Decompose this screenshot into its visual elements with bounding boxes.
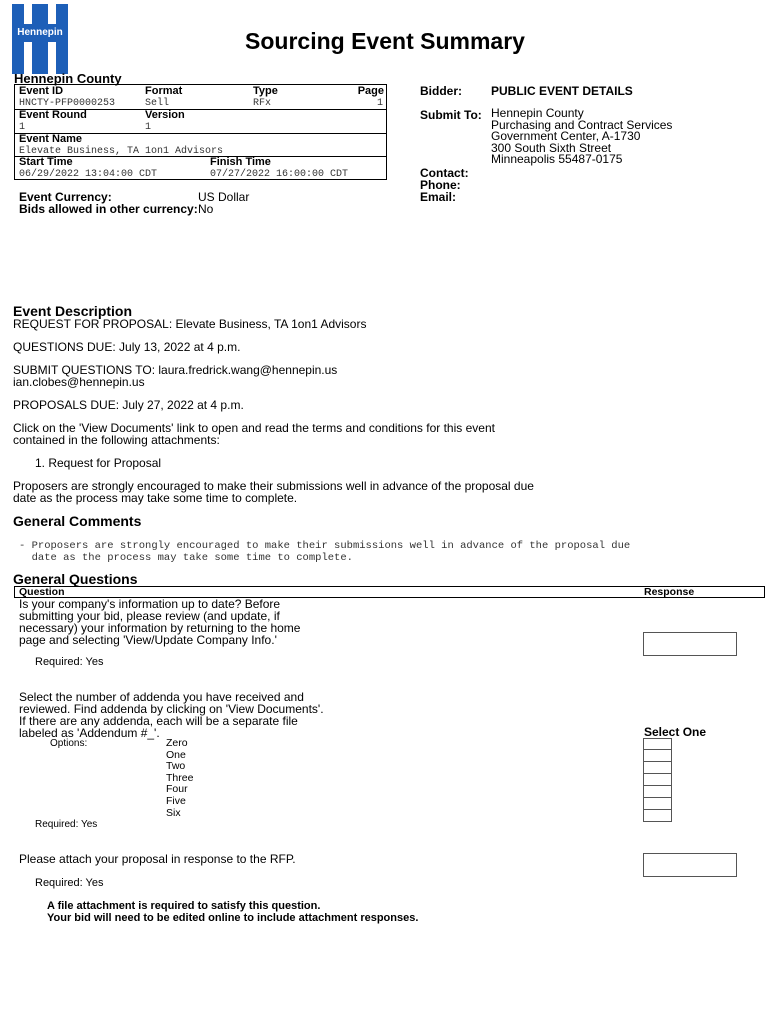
event-name-value: Elevate Business, TA 1on1 Advisors <box>19 146 224 157</box>
address-line: Government Center, A-1730 <box>491 129 641 143</box>
other-currency-value: No <box>198 202 214 216</box>
description-line: SUBMIT QUESTIONS TO: laura.fredrick.wang@hennepin.us <box>13 363 338 377</box>
page-title: Sourcing Event Summary <box>245 28 525 54</box>
version-value: 1 <box>145 122 152 133</box>
event-round-label: Event Round <box>19 109 87 121</box>
submit-to-label: Submit To: <box>420 108 482 122</box>
options-list <box>166 738 193 819</box>
question-3-required: Required: Yes <box>35 877 104 889</box>
start-time-value: 06/29/2022 13:04:00 CDT <box>19 169 158 180</box>
question-line: Select the number of addenda you have received and <box>19 690 304 704</box>
description-line: contained in the following attachments: <box>13 433 220 447</box>
description-line: Click on the 'View Documents' link to open and read the terms and conditions for this event <box>13 421 495 435</box>
address-line: Purchasing and Contract Services <box>491 117 673 132</box>
general-comments-heading: General Comments <box>13 513 142 529</box>
select-one-label: Select One <box>644 725 707 739</box>
option-label: Five <box>166 794 186 807</box>
options-label: Options: <box>50 738 88 749</box>
question-1-text <box>19 598 300 646</box>
event-name-label: Event Name <box>19 133 82 145</box>
start-time-label: Start Time <box>19 156 73 168</box>
question-3-response-input[interactable] <box>643 853 737 877</box>
option-label: One <box>166 748 186 761</box>
question-line: labeled as 'Addendum #_'. <box>19 726 160 740</box>
email-label: Email: <box>420 190 457 204</box>
response-column-header: Response <box>644 586 695 598</box>
attachment-note: A file attachment is required to satisfy this question. <box>47 900 321 912</box>
option-checkbox-zero[interactable] <box>643 738 672 750</box>
attachment-note: Your bid will need to be edited online to include attachment responses. <box>47 912 419 924</box>
question-2-text <box>19 691 324 739</box>
event-id-value: HNCTY-PFP0000253 <box>19 98 116 109</box>
event-description-heading: Event Description <box>13 303 133 319</box>
description-line: date as the process may take some time to complete. <box>13 491 298 505</box>
address-line: Hennepin County <box>491 106 584 120</box>
attachment-list-item: 1. Request for Proposal <box>35 456 162 470</box>
currency-label: Event Currency: <box>19 190 112 204</box>
option-label: Three <box>166 771 194 784</box>
options-checkbox-column <box>643 738 672 822</box>
comment-line: - Proposers are strongly encouraged to make their submissions well in advance of the proposal due <box>19 540 631 552</box>
option-checkbox-one[interactable] <box>643 750 672 762</box>
format-label: Format <box>145 85 183 97</box>
option-checkbox-five[interactable] <box>643 798 672 810</box>
contact-block <box>420 167 469 203</box>
option-label: Six <box>166 806 181 819</box>
submit-address <box>491 108 672 166</box>
phone-label: Phone: <box>420 178 461 192</box>
option-checkbox-three[interactable] <box>643 774 672 786</box>
type-value: RFx <box>253 98 272 109</box>
description-line: QUESTIONS DUE: July 13, 2022 at 4 p.m. <box>13 340 241 354</box>
format-value: Sell <box>145 98 170 109</box>
event-round-value: 1 <box>19 122 26 133</box>
logo-text: Hennepin <box>17 27 63 38</box>
address-line: Minneapolis 55487-0175 <box>491 152 623 166</box>
event-id-label: Event ID <box>19 85 64 97</box>
contact-label: Contact: <box>420 166 469 180</box>
question-3-text: Please attach your proposal in response to the RFP. <box>19 852 296 866</box>
question-2-required: Required: Yes <box>35 819 98 830</box>
general-questions-heading: General Questions <box>13 571 138 587</box>
bidder-label: Bidder: <box>420 84 462 98</box>
question-line: If there are any addenda, each will be a separate file <box>19 714 298 728</box>
finish-time-label: Finish Time <box>210 156 271 168</box>
organization-name: Hennepin County <box>14 71 122 86</box>
other-currency-label: Bids allowed in other currency: <box>19 202 198 216</box>
event-info-table <box>14 84 387 180</box>
question-1-response-input[interactable] <box>643 632 737 656</box>
question-line: submitting your bid, please review (and update, if <box>19 609 280 623</box>
question-line: necessary) your information by returning to the home <box>19 621 301 635</box>
version-label: Version <box>145 109 185 121</box>
bidder-value: PUBLIC EVENT DETAILS <box>491 84 633 98</box>
type-label: Type <box>253 85 278 97</box>
description-line: PROPOSALS DUE: July 27, 2022 at 4 p.m. <box>13 398 244 412</box>
page-label: Page <box>357 85 384 97</box>
address-line: 300 South Sixth Street <box>491 140 612 155</box>
option-checkbox-four[interactable] <box>643 786 672 798</box>
description-line: REQUEST FOR PROPOSAL: Elevate Business, TA 1on1 Advisors <box>13 317 367 331</box>
question-line: page and selecting 'View/Update Company Info.' <box>19 633 277 647</box>
description-line: ian.clobes@hennepin.us <box>13 375 145 389</box>
option-label: Zero <box>166 737 188 749</box>
description-line: Proposers are strongly encouraged to make their submissions well in advance of the proposal due <box>13 479 534 493</box>
finish-time-value: 07/27/2022 16:00:00 CDT <box>210 169 349 180</box>
option-label: Four <box>166 783 188 796</box>
question-line: Is your company's information up to date? Before <box>19 597 281 611</box>
comment-line: date as the process may take some time to complete. <box>19 552 353 564</box>
question-1-required: Required: Yes <box>35 656 104 668</box>
page-value: 1 <box>376 98 383 109</box>
option-checkbox-two[interactable] <box>643 762 672 774</box>
question-column-header: Question <box>19 586 65 598</box>
option-label: Two <box>166 760 186 773</box>
option-checkbox-six[interactable] <box>643 810 672 822</box>
question-line: reviewed. Find addenda by clicking on 'View Documents'. <box>19 702 324 716</box>
currency-value: US Dollar <box>198 190 250 204</box>
